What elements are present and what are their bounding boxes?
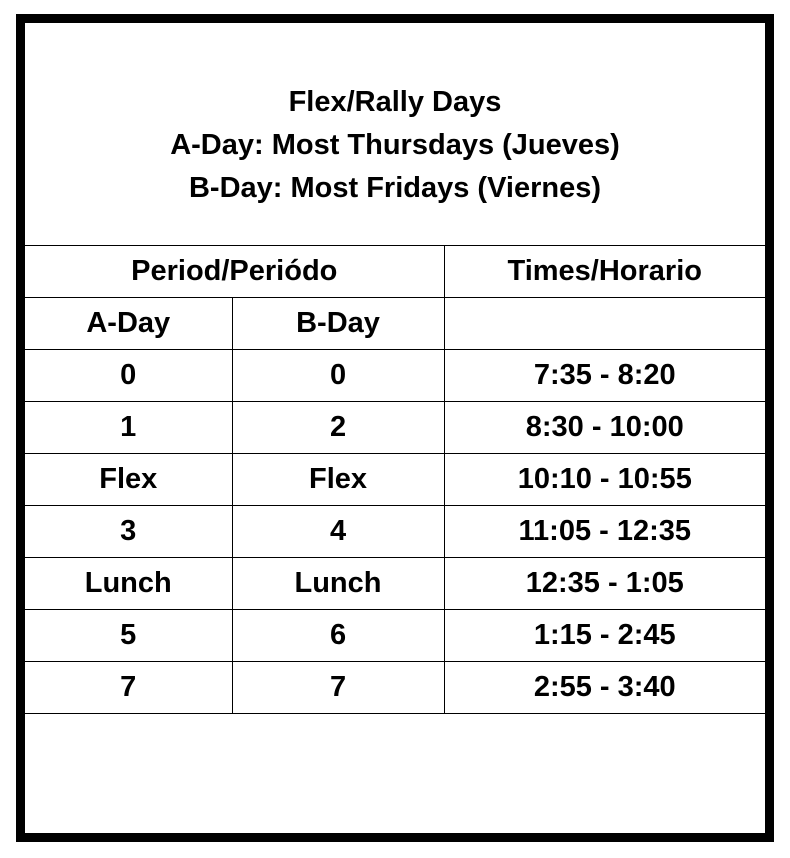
times-header: Times/Horario (444, 246, 765, 298)
time-cell: 12:35 - 1:05 (444, 558, 765, 610)
b-day-period-cell: 6 (232, 610, 444, 662)
schedule-frame (16, 14, 774, 842)
period-header: Period/Periódo (25, 246, 444, 298)
schedule-table (25, 245, 765, 714)
b-day-period-cell: Lunch (232, 558, 444, 610)
a-day-header: A-Day (25, 298, 232, 350)
table-row (25, 662, 765, 714)
a-day-period-cell: 7 (25, 662, 232, 714)
time-cell: 10:10 - 10:55 (444, 454, 765, 506)
heading-title: Flex/Rally Days (288, 86, 502, 118)
b-day-period-cell: 7 (232, 662, 444, 714)
times-subheader (444, 298, 765, 350)
a-day-period-cell: 0 (25, 350, 232, 402)
b-day-period-cell: Flex (232, 454, 444, 506)
heading-b-day-note: B-Day: Most Fridays (Viernes) (188, 172, 602, 204)
b-day-period-cell: 0 (232, 350, 444, 402)
b-day-header: B-Day (232, 298, 444, 350)
a-day-period-cell: Flex (25, 454, 232, 506)
table-row (25, 454, 765, 506)
a-day-period-cell: Lunch (25, 558, 232, 610)
time-cell: 2:55 - 3:40 (444, 662, 765, 714)
time-cell: 7:35 - 8:20 (444, 350, 765, 402)
schedule-heading (25, 81, 765, 210)
time-cell: 8:30 - 10:00 (444, 402, 765, 454)
b-day-period-cell: 2 (232, 402, 444, 454)
table-header-row (25, 246, 765, 298)
table-row (25, 610, 765, 662)
a-day-period-cell: 1 (25, 402, 232, 454)
table-row (25, 558, 765, 610)
time-cell: 11:05 - 12:35 (444, 506, 765, 558)
a-day-period-cell: 5 (25, 610, 232, 662)
a-day-period-cell: 3 (25, 506, 232, 558)
table-row (25, 350, 765, 402)
time-cell: 1:15 - 2:45 (444, 610, 765, 662)
b-day-period-cell: 4 (232, 506, 444, 558)
table-row (25, 506, 765, 558)
table-subheader-row (25, 298, 765, 350)
table-row (25, 402, 765, 454)
heading-a-day-note: A-Day: Most Thursdays (Jueves) (170, 129, 620, 161)
